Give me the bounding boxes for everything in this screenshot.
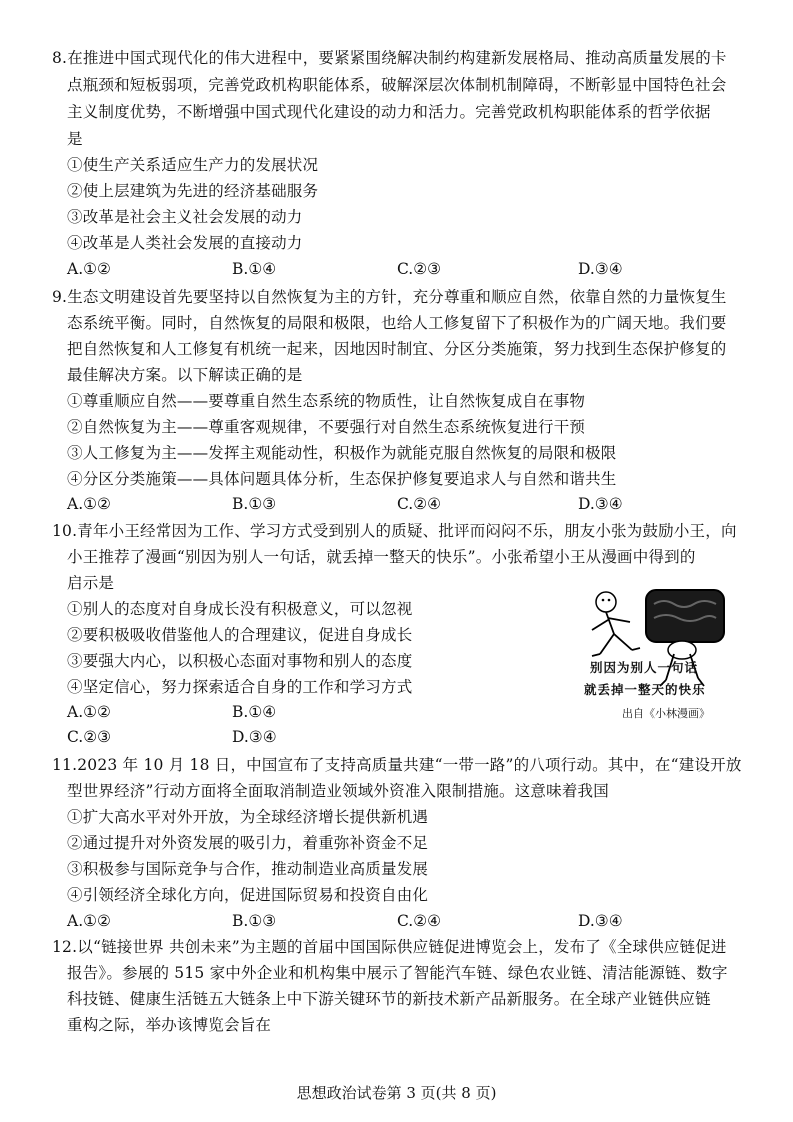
q9-stem-line: 最佳解决方案。以下解读正确的是: [67, 366, 303, 384]
cartoon-illustration: [578, 580, 738, 720]
q11-option: ②通过提升对外资发展的吸引力，着重弥补资金不足: [67, 834, 429, 852]
q9-answer-b: B.①③: [232, 495, 277, 513]
q8-option: ④改革是人类社会发展的直接动力: [67, 234, 303, 252]
page-footer: 思想政治试卷第 3 页(共 8 页): [296, 1084, 497, 1102]
q8-option: ③改革是社会主义社会发展的动力: [67, 208, 303, 226]
q8-answer-d: D.③④: [578, 260, 623, 278]
q10-answer-d: D.③④: [232, 728, 277, 746]
q9-stem-line: 把自然恢复和人工修复有机统一起来，因地因时制宜、分区分类施策，努力找到生态保护修复的: [67, 340, 727, 358]
q12-stem-line: 报告》。参展的 515 家中外企业和机构集中展示了智能汽车链、绿色农业链、清洁能源链、数字: [67, 964, 728, 982]
cartoon-caption-line: 别因为别人一句话: [590, 660, 699, 675]
q8-stem-line: 8.在推进中国式现代化的伟大进程中，要紧紧围绕解决制约构建新发展格局、推动高质量发展的卡: [52, 49, 727, 67]
q9-option: ①尊重顺应自然——要尊重自然生态系统的物质性，让自然恢复成自在事物: [67, 392, 586, 410]
q11-answer-b: B.①③: [232, 912, 277, 930]
q12-stem-line: 重构之际，举办该博览会旨在: [67, 1016, 272, 1034]
q11-stem-line: 型世界经济”行动方面将全面取消制造业领域外资准入限制措施。这意味着我国: [67, 782, 609, 800]
q8-answer-a: A.①②: [67, 260, 111, 278]
q8-answer-b: B.①④: [232, 260, 277, 278]
q9-stem-line: 态系统平衡。同时，自然恢复的局限和极限，也给人工修复留下了积极作为的广阔天地。我们要: [67, 314, 727, 332]
q10-option: ④坚定信心，努力探索适合自身的工作和学习方式: [67, 678, 413, 696]
q10-stem-line: 小王推荐了漫画“别因为别人一句话，就丢掉一整天的快乐”。小张希望小王从漫画中得到的: [67, 548, 696, 566]
q10-option: ③要强大内心，以积极心态面对事物和别人的态度: [67, 652, 413, 670]
q11-option: ④引领经济全球化方向，促进国际贸易和投资自由化: [67, 886, 429, 904]
q8-option: ①使生产关系适应生产力的发展状况: [67, 156, 319, 174]
q9-answer-a: A.①②: [67, 495, 111, 513]
q10-stem-line: 10.青年小王经常因为工作、学习方式受到别人的质疑、批评而闷闷不乐，朋友小张为鼓励小王，向: [52, 522, 737, 540]
q9-answer-c: C.②④: [397, 495, 442, 513]
q9-option: ④分区分类施策——具体问题具体分析，生态保护修复要追求人与自然和谐共生: [67, 470, 617, 488]
q9-answer-d: D.③④: [578, 495, 623, 513]
q11-option: ③积极参与国际竞争与合作，推动制造业高质量发展: [67, 860, 429, 878]
q8-stem-line: 主义制度优势，不断增强中国式现代化建设的动力和活力。完善党政机构职能体系的哲学依据: [67, 103, 711, 121]
q12-stem-line: 科技链、健康生活链五大链条上中下游关键环节的新技术新产品新服务。在全球产业链供应链: [67, 990, 711, 1008]
q10-option: ①别人的态度对自身成长没有积极意义，可以忽视: [67, 600, 413, 618]
q10-option: ②要积极吸收借鉴他人的合理建议，促进自身成长: [67, 626, 413, 644]
q11-stem-line: 11.2023 年 10 月 18 日，中国宣布了支持高质量共建“一带一路”的八项行动。其中，在“建设开放: [52, 756, 742, 774]
q9-stem-line: 9.生态文明建设首先要坚持以自然恢复为主的方针，充分尊重和顺应自然，依靠自然的力量恢复生: [52, 288, 727, 306]
q10-answer-a: A.①②: [67, 703, 111, 721]
q8-stem-line: 是: [67, 130, 83, 148]
q9-option: ②自然恢复为主——尊重客观规律，不要强行对自然生态系统恢复进行干预: [67, 418, 586, 436]
q11-answer-a: A.①②: [67, 912, 111, 930]
cartoon-running-person: [596, 592, 616, 612]
q11-answer-c: C.②④: [397, 912, 442, 930]
q12-stem-line: 12.以“链接世界 共创未来”为主题的首届中国国际供应链促进博览会上，发布了《全球供应链促进: [52, 938, 727, 956]
q8-answer-c: C.②③: [397, 260, 442, 278]
q8-stem-line: 点瓶颈和短板弱项，完善党政机构职能体系，破解深层次体制机制障碍，不断彰显中国特色社会: [67, 76, 727, 94]
cartoon-source: 出自《小林漫画》: [622, 707, 710, 720]
q10-answer-c: C.②③: [67, 728, 112, 746]
q10-stem-line: 启示是: [67, 574, 115, 592]
q8-option: ②使上层建筑为先进的经济基础服务: [67, 182, 319, 200]
cartoon-caption-line: 就丢掉一整天的快乐: [584, 682, 706, 697]
q11-answer-d: D.③④: [578, 912, 623, 930]
q10-answer-b: B.①④: [232, 703, 277, 721]
q11-option: ①扩大高水平对外开放，为全球经济增长提供新机遇: [67, 808, 429, 826]
q9-option: ③人工修复为主——发挥主观能动性，积极作为就能克服自然恢复的局限和极限: [67, 444, 617, 462]
